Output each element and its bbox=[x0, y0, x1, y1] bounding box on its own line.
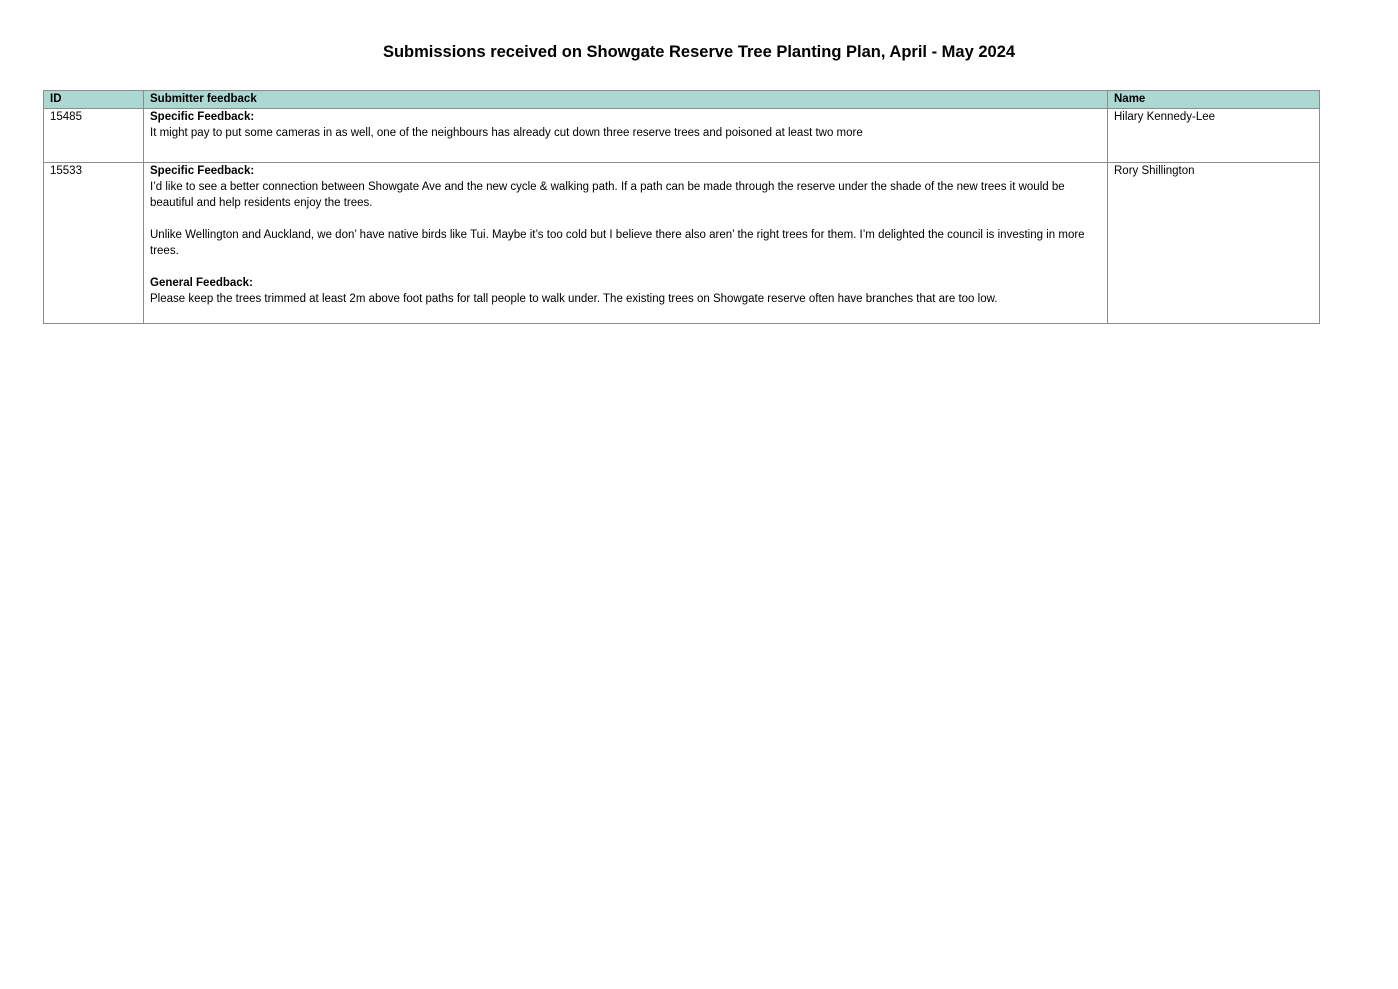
specific-feedback-text: Unlike Wellington and Auckland, we don’ have native birds like Tui. Maybe it’s too cold but I believe there also aren’ the right trees for them. I’m delighted the council is investing in more trees. bbox=[150, 229, 1085, 257]
general-feedback-text: Please keep the trees trimmed at least 2m above foot paths for tall people to walk under. The existing trees on Showgate reserve often have branches that are too low. bbox=[150, 293, 998, 305]
specific-feedback-heading: Specific Feedback: bbox=[150, 111, 255, 123]
submission-feedback bbox=[144, 109, 1108, 163]
submission-feedback bbox=[144, 163, 1108, 324]
column-header-feedback: Submitter feedback bbox=[144, 91, 1108, 109]
table-header-row bbox=[44, 91, 1320, 109]
column-header-id: ID bbox=[44, 91, 144, 109]
specific-feedback-heading: Specific Feedback: bbox=[150, 165, 255, 177]
general-feedback-heading: General Feedback: bbox=[150, 277, 253, 289]
submitter-name: Hilary Kennedy-Lee bbox=[1108, 109, 1320, 163]
specific-feedback-text: It might pay to put some cameras in as well, one of the neighbours has already cut down three reserve trees and poisoned at least two more bbox=[150, 127, 863, 139]
submissions-table bbox=[43, 90, 1320, 324]
table-row bbox=[44, 163, 1320, 324]
submission-id: 15485 bbox=[44, 109, 144, 163]
document-title: Submissions received on Showgate Reserve Tree Planting Plan, April - May 2024 bbox=[382, 43, 1016, 61]
specific-feedback-text: I’d like to see a better connection between Showgate Ave and the new cycle & walking path. If a path can be made through the reserve under the shade of the new trees it would be beautiful and help residents enjoy the trees. bbox=[150, 181, 1065, 209]
column-header-name: Name bbox=[1108, 91, 1320, 109]
submission-id: 15533 bbox=[44, 163, 144, 324]
submitter-name: Rory Shillington bbox=[1108, 163, 1320, 324]
table-row bbox=[44, 109, 1320, 163]
